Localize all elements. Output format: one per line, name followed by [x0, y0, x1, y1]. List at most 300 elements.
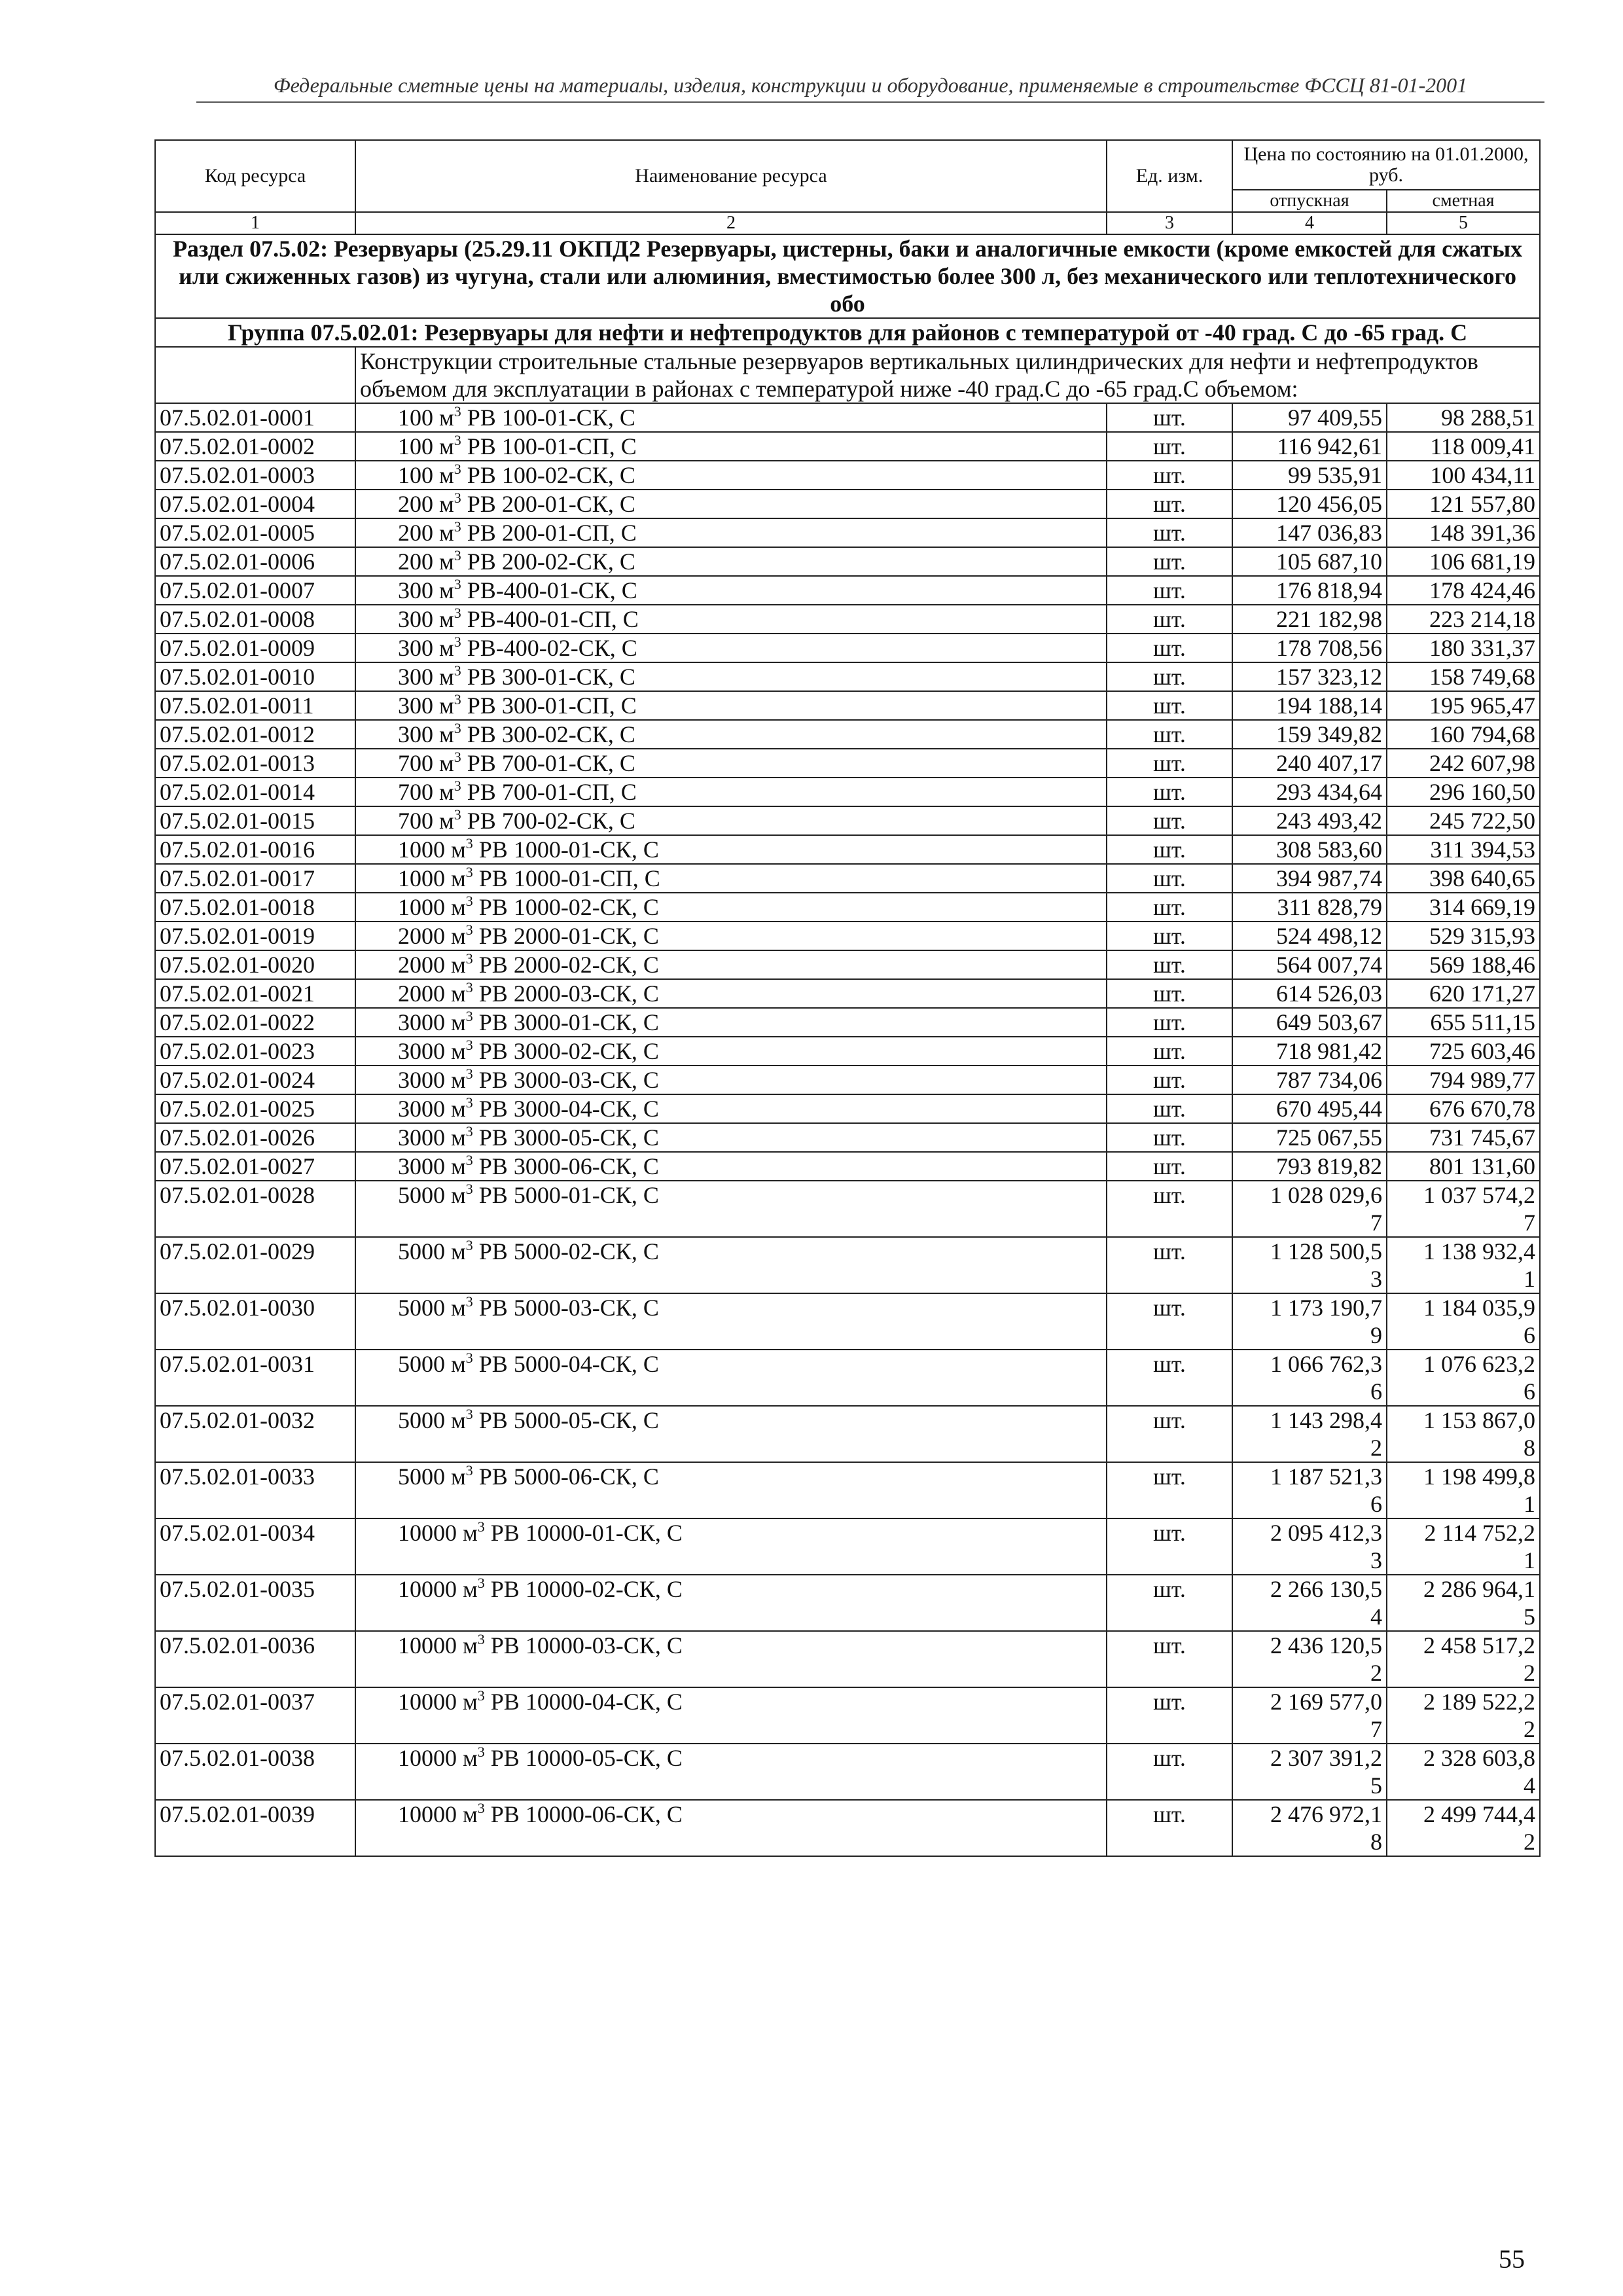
- volume-unit-power: 3: [454, 432, 461, 448]
- release-price-line: 147 036,83: [1276, 520, 1382, 546]
- resource-volume: 100: [398, 404, 433, 431]
- estimate-price-line: 2 458 517,2: [1423, 1632, 1535, 1659]
- resource-code: 07.5.02.01-0032: [155, 1406, 355, 1462]
- volume-unit-power: 3: [454, 778, 461, 794]
- table-row: [155, 749, 1540, 778]
- release-price: [1232, 864, 1387, 893]
- volume-unit: м: [439, 779, 454, 805]
- table-row: [155, 461, 1540, 490]
- table-row: [155, 1094, 1540, 1123]
- resource-model: РВ 10000-03-СК, С: [490, 1632, 683, 1659]
- unit: шт.: [1107, 749, 1232, 778]
- table-row: [155, 634, 1540, 662]
- release-price: [1232, 1800, 1387, 1856]
- resource-code: 07.5.02.01-0007: [155, 576, 355, 605]
- estimate-price-line: 245 722,50: [1429, 808, 1535, 834]
- resource-model: РВ 100-02-СК, С: [467, 462, 635, 488]
- resource-name: [355, 1518, 1107, 1575]
- table-row: [155, 806, 1540, 835]
- resource-volume: 100: [398, 433, 433, 459]
- estimate-price: [1387, 950, 1540, 979]
- unit: шт.: [1107, 403, 1232, 432]
- volume-unit-power: 3: [454, 576, 461, 592]
- resource-code: 07.5.02.01-0005: [155, 518, 355, 547]
- resource-model: РВ 2000-02-СК, С: [478, 952, 659, 978]
- volume-unit-power: 3: [454, 720, 461, 736]
- release-price-line: 614 526,03: [1276, 980, 1382, 1007]
- release-price: [1232, 1066, 1387, 1094]
- estimate-price-line: 2: [1524, 1716, 1535, 1742]
- volume-unit-power: 3: [465, 1037, 473, 1053]
- volume-unit: м: [439, 491, 454, 517]
- header-row: [155, 140, 1540, 190]
- resource-volume: 2000: [398, 923, 445, 949]
- table-row: [155, 605, 1540, 634]
- resource-model: РВ-400-01-СП, С: [467, 606, 639, 632]
- estimate-price-line: 242 607,98: [1429, 750, 1535, 776]
- estimate-price: [1387, 1575, 1540, 1631]
- release-price-line: 1 128 500,5: [1270, 1238, 1382, 1265]
- resource-code: 07.5.02.01-0034: [155, 1518, 355, 1575]
- resource-code: 07.5.02.01-0029: [155, 1237, 355, 1293]
- group-description: Конструкции строительные стальные резервуаров вертикальных цилиндрических для нефти и нефтепродуктов объемом для эксплуатации в районах с температурой ниже -40 град.С до -65 град.С объемом:: [355, 347, 1540, 403]
- price-table: [154, 139, 1541, 1857]
- resource-model: РВ 700-01-СП, С: [467, 779, 637, 805]
- resource-volume: 1000: [398, 836, 445, 863]
- resource-code: 07.5.02.01-0010: [155, 662, 355, 691]
- estimate-price: [1387, 979, 1540, 1008]
- release-price-line: 8: [1370, 1829, 1382, 1855]
- resource-model: РВ 1000-02-СК, С: [478, 894, 659, 920]
- estimate-price: [1387, 576, 1540, 605]
- resource-model: РВ 10000-06-СК, С: [490, 1801, 683, 1827]
- resource-code: 07.5.02.01-0011: [155, 691, 355, 720]
- table-row: [155, 1152, 1540, 1181]
- unit: шт.: [1107, 720, 1232, 749]
- release-price-line: 725 067,55: [1276, 1124, 1382, 1151]
- estimate-price: [1387, 1518, 1540, 1575]
- release-price-line: 1 187 521,3: [1270, 1463, 1382, 1490]
- unit: шт.: [1107, 1181, 1232, 1237]
- volume-unit: м: [451, 1067, 466, 1093]
- volume-unit-power: 3: [465, 950, 473, 967]
- release-price-line: 7: [1370, 1716, 1382, 1742]
- resource-code: 07.5.02.01-0028: [155, 1181, 355, 1237]
- estimate-price: [1387, 864, 1540, 893]
- release-price-line: 1 066 762,3: [1270, 1351, 1382, 1377]
- resource-code: 07.5.02.01-0002: [155, 432, 355, 461]
- volume-unit: м: [451, 836, 466, 863]
- resource-volume: 3000: [398, 1038, 445, 1064]
- release-price-line: 5: [1370, 1772, 1382, 1799]
- release-price-line: 311 828,79: [1277, 894, 1382, 920]
- volume-unit: м: [451, 1463, 466, 1490]
- resource-volume: 10000: [398, 1689, 457, 1715]
- resource-code: 07.5.02.01-0038: [155, 1744, 355, 1800]
- resource-model: РВ 5000-06-СК, С: [478, 1463, 659, 1490]
- resource-volume: 5000: [398, 1295, 445, 1321]
- volume-unit: м: [451, 952, 466, 978]
- volume-unit: м: [451, 1182, 466, 1208]
- estimate-price-line: 620 171,27: [1429, 980, 1535, 1007]
- volume-unit-power: 3: [465, 922, 473, 938]
- volume-unit: м: [439, 606, 454, 632]
- column-number: 5: [1387, 212, 1540, 234]
- resource-volume: 300: [398, 606, 433, 632]
- header-name: Наименование ресурса: [355, 140, 1107, 212]
- release-price-line: 2: [1370, 1660, 1382, 1686]
- resource-model: РВ 300-01-СК, С: [467, 664, 635, 690]
- estimate-price: [1387, 1066, 1540, 1094]
- resource-volume: 10000: [398, 1520, 457, 1546]
- release-price: [1232, 922, 1387, 950]
- resource-volume: 10000: [398, 1576, 457, 1602]
- resource-code: 07.5.02.01-0022: [155, 1008, 355, 1037]
- resource-model: РВ 100-01-СП, С: [467, 433, 637, 459]
- resource-name: [355, 518, 1107, 547]
- unit: шт.: [1107, 806, 1232, 835]
- resource-volume: 300: [398, 664, 433, 690]
- resource-volume: 3000: [398, 1124, 445, 1151]
- volume-unit-power: 3: [454, 605, 461, 621]
- group-row: [155, 318, 1540, 347]
- header-price-group: Цена по состоянию на 01.01.2000, руб.: [1232, 140, 1540, 190]
- resource-code: 07.5.02.01-0003: [155, 461, 355, 490]
- resource-name: [355, 1800, 1107, 1856]
- release-price-line: 2 307 391,2: [1270, 1745, 1382, 1771]
- estimate-price: [1387, 1293, 1540, 1350]
- resource-model: РВ 5000-05-СК, С: [478, 1407, 659, 1433]
- group-heading: Группа 07.5.02.01: Резервуары для нефти и нефтепродуктов для районов с температурой от -40 град. С до -65 град. С: [155, 318, 1540, 347]
- table-row: [155, 1631, 1540, 1687]
- resource-volume: 5000: [398, 1182, 445, 1208]
- estimate-price: [1387, 720, 1540, 749]
- release-price: [1232, 893, 1387, 922]
- release-price: [1232, 547, 1387, 576]
- unit: шт.: [1107, 1066, 1232, 1094]
- resource-code: 07.5.02.01-0004: [155, 490, 355, 518]
- estimate-price: [1387, 1350, 1540, 1406]
- unit: шт.: [1107, 922, 1232, 950]
- release-price: [1232, 1462, 1387, 1518]
- release-price-line: 787 734,06: [1276, 1067, 1382, 1093]
- estimate-price-line: 731 745,67: [1429, 1124, 1535, 1151]
- resource-name: [355, 893, 1107, 922]
- resource-volume: 300: [398, 635, 433, 661]
- resource-name: [355, 922, 1107, 950]
- estimate-price-line: 676 670,78: [1429, 1096, 1535, 1122]
- unit: шт.: [1107, 490, 1232, 518]
- table-row: [155, 691, 1540, 720]
- resource-name: [355, 576, 1107, 605]
- estimate-price-line: 6: [1524, 1378, 1535, 1405]
- resource-model: РВ 5000-04-СК, С: [478, 1351, 659, 1377]
- volume-unit: м: [463, 1801, 478, 1827]
- unit: шт.: [1107, 1350, 1232, 1406]
- resource-model: РВ 10000-05-СК, С: [490, 1745, 683, 1771]
- estimate-price: [1387, 1744, 1540, 1800]
- resource-code: 07.5.02.01-0015: [155, 806, 355, 835]
- estimate-price-line: 2 114 752,2: [1424, 1520, 1535, 1546]
- resource-code: 07.5.02.01-0036: [155, 1631, 355, 1687]
- unit: шт.: [1107, 1123, 1232, 1152]
- resource-code: 07.5.02.01-0033: [155, 1462, 355, 1518]
- volume-unit: м: [451, 1124, 466, 1151]
- estimate-price: [1387, 922, 1540, 950]
- estimate-price-line: 2 499 744,4: [1423, 1801, 1535, 1827]
- resource-model: РВ 3000-05-СК, С: [478, 1124, 659, 1151]
- volume-unit: м: [439, 808, 454, 834]
- unit: шт.: [1107, 1152, 1232, 1181]
- volume-unit-power: 3: [477, 1631, 485, 1647]
- release-price: [1232, 1237, 1387, 1293]
- unit: шт.: [1107, 1293, 1232, 1350]
- resource-name: [355, 662, 1107, 691]
- estimate-price-line: 2 328 603,8: [1423, 1745, 1535, 1771]
- header-release: отпускная: [1232, 190, 1387, 212]
- volume-unit: м: [463, 1689, 478, 1715]
- estimate-price: [1387, 403, 1540, 432]
- estimate-price: [1387, 1462, 1540, 1518]
- release-price-line: 564 007,74: [1276, 952, 1382, 978]
- volume-unit: м: [439, 462, 454, 488]
- resource-name: [355, 979, 1107, 1008]
- release-price: [1232, 403, 1387, 432]
- estimate-price-line: 121 557,80: [1429, 491, 1535, 517]
- page-number: 55: [1499, 2244, 1525, 2274]
- resource-code: 07.5.02.01-0024: [155, 1066, 355, 1094]
- volume-unit: м: [439, 520, 454, 546]
- resource-model: РВ 3000-01-СК, С: [478, 1009, 659, 1035]
- release-price: [1232, 518, 1387, 547]
- resource-volume: 700: [398, 779, 433, 805]
- release-price-line: 120 456,05: [1276, 491, 1382, 517]
- table-row: [155, 893, 1540, 922]
- resource-volume: 5000: [398, 1407, 445, 1433]
- resource-volume: 300: [398, 577, 433, 603]
- release-price: [1232, 662, 1387, 691]
- unit: шт.: [1107, 576, 1232, 605]
- release-price: [1232, 1350, 1387, 1406]
- volume-unit: м: [439, 750, 454, 776]
- estimate-price-line: 195 965,47: [1429, 692, 1535, 719]
- volume-unit: м: [439, 433, 454, 459]
- volume-unit-power: 3: [465, 1406, 473, 1422]
- volume-unit-power: 3: [477, 1575, 485, 1591]
- resource-name: [355, 1406, 1107, 1462]
- release-price-line: 178 708,56: [1276, 635, 1382, 661]
- estimate-price: [1387, 1181, 1540, 1237]
- volume-unit-power: 3: [465, 1066, 473, 1082]
- release-price: [1232, 605, 1387, 634]
- release-price: [1232, 950, 1387, 979]
- volume-unit: м: [439, 721, 454, 747]
- table-row: [155, 1237, 1540, 1293]
- release-price: [1232, 1037, 1387, 1066]
- release-price: [1232, 490, 1387, 518]
- release-price-line: 9: [1370, 1322, 1382, 1348]
- resource-model: РВ-400-01-СК, С: [467, 577, 637, 603]
- estimate-price: [1387, 1800, 1540, 1856]
- estimate-price-line: 314 669,19: [1429, 894, 1535, 920]
- estimate-price: [1387, 547, 1540, 576]
- resource-name: [355, 1293, 1107, 1350]
- resource-volume: 2000: [398, 980, 445, 1007]
- table-row: [155, 576, 1540, 605]
- release-price: [1232, 1152, 1387, 1181]
- estimate-price-line: 1: [1524, 1491, 1535, 1517]
- volume-unit: м: [463, 1632, 478, 1659]
- release-price-line: 2 095 412,3: [1270, 1520, 1382, 1546]
- table-row: [155, 1744, 1540, 1800]
- table-row: [155, 662, 1540, 691]
- estimate-price-line: 100 434,11: [1430, 462, 1535, 488]
- release-price-line: 7: [1370, 1210, 1382, 1236]
- resource-name: [355, 403, 1107, 432]
- unit: шт.: [1107, 1237, 1232, 1293]
- estimate-price: [1387, 432, 1540, 461]
- resource-name: [355, 1744, 1107, 1800]
- estimate-price: [1387, 1687, 1540, 1744]
- unit: шт.: [1107, 1462, 1232, 1518]
- release-price: [1232, 1293, 1387, 1350]
- unit: шт.: [1107, 1037, 1232, 1066]
- volume-unit-power: 3: [454, 749, 461, 765]
- resource-volume: 700: [398, 750, 433, 776]
- estimate-price-line: 296 160,50: [1429, 779, 1535, 805]
- estimate-price-line: 2 286 964,1: [1423, 1576, 1535, 1602]
- table-row: [155, 1066, 1540, 1094]
- unit: шт.: [1107, 662, 1232, 691]
- resource-volume: 100: [398, 462, 433, 488]
- resource-model: РВ 3000-03-СК, С: [478, 1067, 659, 1093]
- release-price-line: 240 407,17: [1276, 750, 1382, 776]
- volume-unit-power: 3: [454, 691, 461, 708]
- resource-name: [355, 864, 1107, 893]
- volume-unit: м: [451, 1351, 466, 1377]
- resource-code: 07.5.02.01-0008: [155, 605, 355, 634]
- estimate-price-line: 6: [1524, 1322, 1535, 1348]
- table-row: [155, 403, 1540, 432]
- resource-code: 07.5.02.01-0014: [155, 778, 355, 806]
- release-price-line: 718 981,42: [1276, 1038, 1382, 1064]
- unit: шт.: [1107, 864, 1232, 893]
- release-price: [1232, 576, 1387, 605]
- volume-unit-power: 3: [465, 1237, 473, 1253]
- release-price-line: 159 349,82: [1276, 721, 1382, 747]
- estimate-price-line: 1: [1524, 1547, 1535, 1573]
- unit: шт.: [1107, 1631, 1232, 1687]
- resource-model: РВ 700-01-СК, С: [467, 750, 635, 776]
- resource-volume: 3000: [398, 1067, 445, 1093]
- resource-name: [355, 1066, 1107, 1094]
- estimate-price: [1387, 806, 1540, 835]
- resource-name: [355, 490, 1107, 518]
- resource-model: РВ 2000-03-СК, С: [478, 980, 659, 1007]
- resource-name: [355, 1631, 1107, 1687]
- estimate-price: [1387, 691, 1540, 720]
- estimate-price: [1387, 634, 1540, 662]
- estimate-price-line: 398 640,65: [1429, 865, 1535, 891]
- resource-volume: 200: [398, 520, 433, 546]
- estimate-price-line: 1 138 932,4: [1423, 1238, 1535, 1265]
- release-price: [1232, 1123, 1387, 1152]
- estimate-price-line: 569 188,46: [1429, 952, 1535, 978]
- table-row: [155, 432, 1540, 461]
- resource-model: РВ 100-01-СК, С: [467, 404, 635, 431]
- volume-unit-power: 3: [454, 547, 461, 564]
- resource-name: [355, 778, 1107, 806]
- resource-name: [355, 547, 1107, 576]
- release-price-line: 1 028 029,6: [1270, 1182, 1382, 1208]
- volume-unit: м: [451, 1295, 466, 1321]
- estimate-price: [1387, 461, 1540, 490]
- empty-cell: [155, 347, 355, 403]
- estimate-price-line: 5: [1524, 1604, 1535, 1630]
- unit: шт.: [1107, 461, 1232, 490]
- resource-code: 07.5.02.01-0037: [155, 1687, 355, 1744]
- estimate-price-line: 2: [1524, 1829, 1535, 1855]
- description-row: [155, 347, 1540, 403]
- table-row: [155, 864, 1540, 893]
- resource-model: РВ 700-02-СК, С: [467, 808, 635, 834]
- estimate-price: [1387, 605, 1540, 634]
- resource-code: 07.5.02.01-0018: [155, 893, 355, 922]
- table-row: [155, 1008, 1540, 1037]
- estimate-price-line: 2: [1524, 1660, 1535, 1686]
- resource-model: РВ 10000-02-СК, С: [490, 1576, 683, 1602]
- volume-unit: м: [451, 980, 466, 1007]
- volume-unit: м: [451, 1096, 466, 1122]
- resource-name: [355, 835, 1107, 864]
- release-price: [1232, 749, 1387, 778]
- estimate-price: [1387, 1631, 1540, 1687]
- table-row: [155, 1293, 1540, 1350]
- resource-name: [355, 634, 1107, 662]
- header-code: Код ресурса: [155, 140, 355, 212]
- release-price: [1232, 691, 1387, 720]
- resource-code: 07.5.02.01-0009: [155, 634, 355, 662]
- estimate-price-line: 2 189 522,2: [1423, 1689, 1535, 1715]
- resource-name: [355, 1687, 1107, 1744]
- estimate-price: [1387, 1152, 1540, 1181]
- release-price: [1232, 835, 1387, 864]
- estimate-price: [1387, 490, 1540, 518]
- volume-unit-power: 3: [465, 1008, 473, 1024]
- resource-model: РВ 10000-01-СК, С: [490, 1520, 683, 1546]
- resource-name: [355, 1008, 1107, 1037]
- unit: шт.: [1107, 1744, 1232, 1800]
- estimate-price-line: 655 511,15: [1430, 1009, 1535, 1035]
- estimate-price-line: 529 315,93: [1429, 923, 1535, 949]
- resource-model: РВ-400-02-СК, С: [467, 635, 637, 661]
- unit: шт.: [1107, 691, 1232, 720]
- volume-unit: м: [439, 664, 454, 690]
- column-number: 1: [155, 212, 355, 234]
- release-price: [1232, 1744, 1387, 1800]
- resource-volume: 1000: [398, 894, 445, 920]
- resource-name: [355, 1152, 1107, 1181]
- unit: шт.: [1107, 893, 1232, 922]
- estimate-price: [1387, 1037, 1540, 1066]
- release-price-line: 793 819,82: [1276, 1153, 1382, 1179]
- release-price-line: 524 498,12: [1276, 923, 1382, 949]
- resource-model: РВ 2000-01-СК, С: [478, 923, 659, 949]
- resource-code: 07.5.02.01-0019: [155, 922, 355, 950]
- volume-unit: м: [439, 548, 454, 575]
- resource-name: [355, 1123, 1107, 1152]
- table-row: [155, 1462, 1540, 1518]
